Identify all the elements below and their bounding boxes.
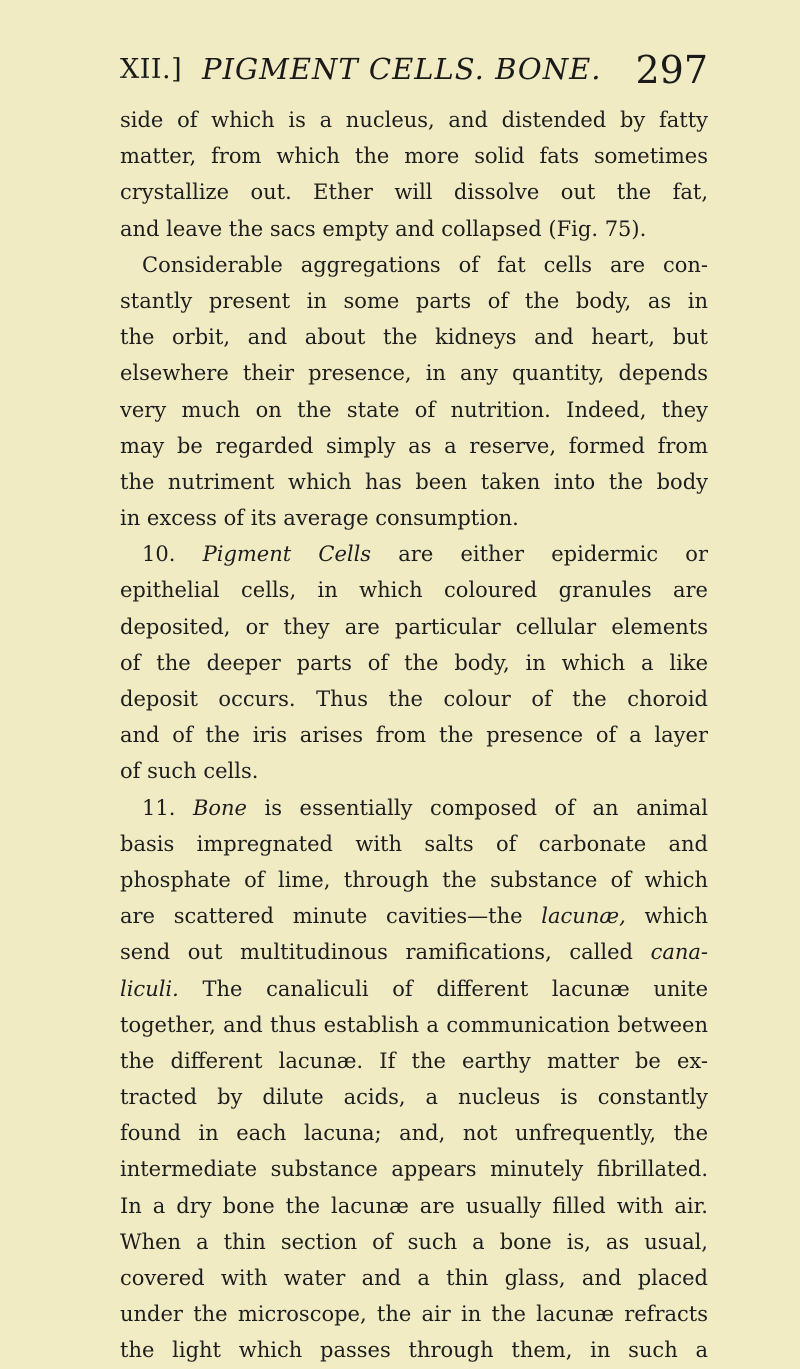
text-line (120, 971, 708, 1007)
running-title: PIGMENT CELLS. BONE. (202, 52, 602, 86)
text-line (120, 753, 708, 789)
text-line (120, 1079, 708, 1115)
text-segment: the orbit, and about the kidneys and heart, but (120, 325, 708, 350)
text-line (120, 355, 708, 391)
text-line (120, 681, 708, 717)
text-line (120, 1115, 708, 1151)
text-line (120, 1260, 708, 1296)
text-segment: deposited, or they are particular cellular elements (120, 614, 708, 639)
text-line (120, 138, 708, 174)
italic-term: Pigment Cells (202, 542, 372, 567)
text-segment: crystallize out. Ether will dissolve out the fat, (120, 180, 708, 205)
chapter-number: XII.] (120, 54, 183, 85)
italic-term: liculi. (120, 976, 179, 1001)
text-segment: are either epidermic or (371, 542, 708, 567)
text-segment: and of the iris arises from the presence of a layer (120, 723, 708, 748)
text-segment: which (625, 904, 708, 929)
text-line (120, 536, 708, 572)
text-segment: the nutriment which has been taken into the body (120, 469, 708, 494)
text-segment: send out multitudinous ramifications, called (120, 940, 651, 965)
text-line (120, 464, 708, 500)
text-line (120, 898, 708, 934)
text-line (120, 1188, 708, 1224)
italic-term: Bone (192, 795, 247, 820)
text-line (120, 211, 708, 247)
text-line (120, 174, 708, 210)
text-line (120, 609, 708, 645)
text-line (120, 790, 708, 826)
italic-term: lacunæ, (541, 904, 626, 929)
text-line (120, 1224, 708, 1260)
page-number: 297 (635, 48, 708, 92)
text-segment: 10. (142, 542, 203, 567)
text-segment: Considerable aggregations of fat cells are con- (142, 252, 708, 277)
text-line (120, 645, 708, 681)
text-line (120, 1007, 708, 1043)
text-line (120, 826, 708, 862)
text-segment: elsewhere their presence, in any quantity, depends (120, 361, 708, 386)
text-segment: together, and thus establish a communication between (120, 1012, 708, 1037)
text-segment: intermediate substance appears minutely fibrillated. (120, 1157, 708, 1182)
page-header (120, 46, 708, 102)
text-line (120, 717, 708, 753)
text-segment: deposit occurs. Thus the colour of the choroid (120, 687, 708, 711)
text-segment: basis impregnated with salts of carbonate and (120, 831, 708, 856)
text-segment: are scattered minute cavities—the (120, 904, 542, 929)
text-segment: of such cells. (120, 759, 259, 784)
text-segment: tracted by dilute acids, a nucleus is constantly (120, 1085, 708, 1110)
text-line (120, 428, 708, 464)
text-segment: under the microscope, the air in the lacunæ refracts (120, 1302, 708, 1327)
text-line (120, 1151, 708, 1187)
text-line (120, 319, 708, 355)
text-segment: is essentially composed of an animal (246, 795, 708, 820)
text-line (120, 1043, 708, 1079)
text-segment: of the deeper parts of the body, in which a like (120, 650, 708, 675)
text-segment: very much on the state of nutrition. Indeed, they (120, 397, 708, 422)
text-segment: epithelial cells, in which coloured granules are (120, 578, 708, 603)
text-segment: the different lacunæ. If the earthy matter be ex- (120, 1048, 708, 1073)
text-segment: stantly present in some parts of the body, as in (120, 288, 708, 313)
text-line (120, 500, 708, 536)
text-line (120, 102, 708, 138)
text-line (120, 1296, 708, 1332)
text-line (120, 1332, 708, 1368)
text-segment: and leave the sacs empty and collapsed (Fig. 75). (120, 216, 647, 241)
text-segment: covered with water and a thin glass, and placed (120, 1266, 708, 1290)
text-segment: phosphate of lime, through the substance of which (120, 867, 708, 892)
text-line (120, 247, 708, 283)
text-line (120, 392, 708, 428)
text-line (120, 283, 708, 319)
italic-term: cana- (650, 940, 708, 965)
text-segment: The canaliculi of different lacunæ unite (178, 976, 708, 1001)
text-segment: the light which passes through them, in such a (120, 1338, 708, 1363)
text-segment: matter, from which the more solid fats sometimes (120, 144, 708, 169)
text-segment: side of which is a nucleus, and distended by fatty (120, 108, 708, 132)
text-segment: When a thin section of such a bone is, as usual, (120, 1229, 708, 1254)
body-text (120, 102, 708, 1369)
text-segment: 11. (142, 795, 193, 820)
text-segment: In a dry bone the lacunæ are usually filled with air. (120, 1193, 708, 1218)
text-segment: may be regarded simply as a reserve, formed from (120, 433, 708, 458)
text-line (120, 862, 708, 898)
text-segment: in excess of its average consumption. (120, 506, 519, 531)
text-segment: found in each lacuna; and, not unfrequently, the (120, 1121, 708, 1146)
text-line (120, 572, 708, 608)
text-line (120, 934, 708, 970)
